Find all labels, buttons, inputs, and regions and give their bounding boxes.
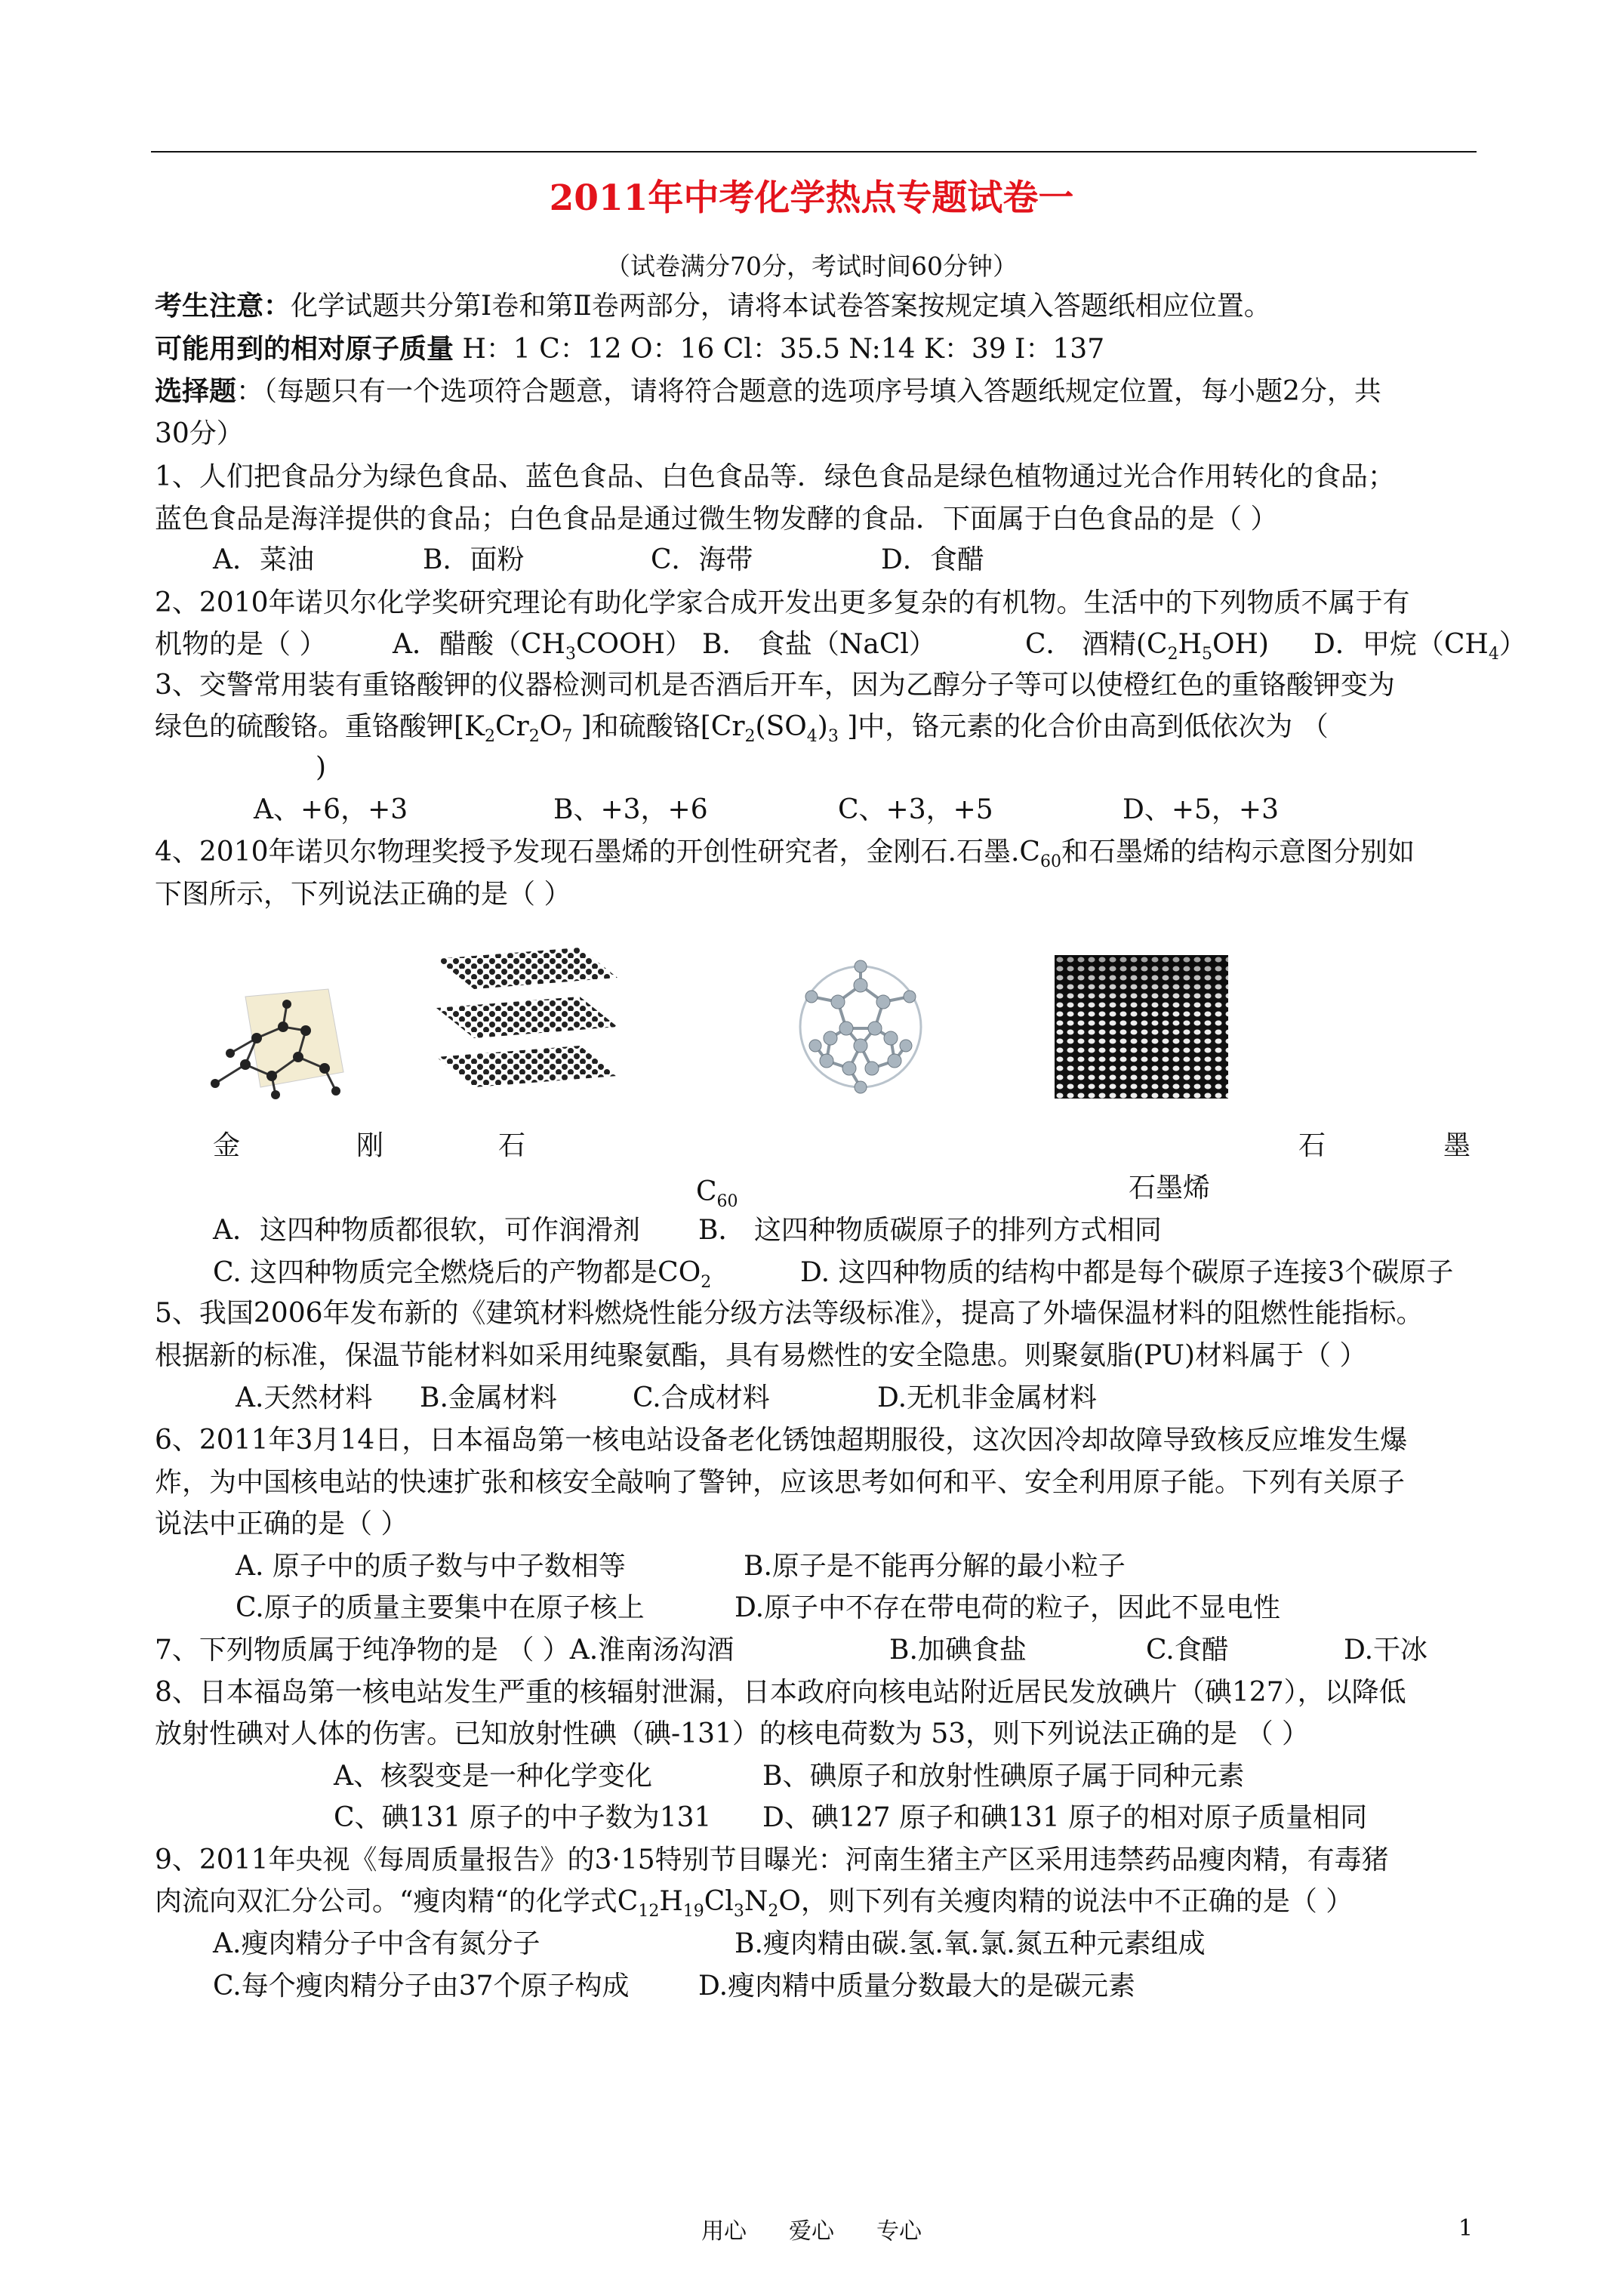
q1-option-b: B．面粉 (423, 544, 525, 575)
q5-option-b: B.金属材料 (420, 1382, 557, 1413)
q6-option-b: B.原子是不能再分解的最小粒子 (744, 1551, 1126, 1582)
caption-jin: 金 (213, 1130, 241, 1161)
q2-stem-line1: 2、2010年诺贝尔化学奖研究理论有助化学家合成开发出更多复杂的有机物。生活中的下列物质不属于有 (155, 587, 1410, 618)
section-text: ：（每题只有一个选项符合题意，请将符合题意的选项序号填入答题纸规定位置，每小题2分，共 (236, 376, 1381, 407)
caption-shi-2: 石 (1298, 1130, 1326, 1161)
caption-gang: 刚 (356, 1130, 384, 1161)
q6-option-c: C.原子的质量主要集中在原子核上 (236, 1592, 645, 1623)
q2-option-d: D．甲烷$(CH_4)$ (1313, 629, 1526, 664)
q9-option-a: A.瘦肉精分子中含有氮分子 (213, 1928, 540, 1959)
q3-option-a: A、+6，+3 (254, 794, 408, 825)
q3-stem-line1: 3、交警常用装有重铬酸钾的仪器检测司机是否酒后开车，因为乙醇分子等可以使橙红色的重铬酸钾变为 (155, 670, 1395, 701)
q4-option-a: A．这四种物质都很软，可作润滑剂 (213, 1215, 640, 1246)
q2-stem-line2: 机物的是（ ） (155, 629, 327, 660)
q8-option-d: D、碘127 原子和碘131 原子的相对原子质量相同 (762, 1802, 1368, 1833)
section-line-2: 30分） (155, 418, 244, 449)
page-subtitle: （试卷满分70分，考试时间60分钟） (605, 251, 1018, 281)
section-label: 选择题 (155, 375, 237, 407)
q7-option-b: B.加碘食盐 (889, 1635, 1027, 1666)
q2-option-a: A．醋酸$(CH_3COOH)$ (393, 629, 692, 664)
section-line (155, 374, 1381, 408)
atomic-mass-label: 可能用到的相对原子质量 (155, 333, 454, 365)
q6-option-d: D.原子中不存在带电荷的粒子，因此不显电性 (735, 1592, 1281, 1623)
q9-option-d: D.瘦肉精中质量分数最大的是碳元素 (698, 1971, 1136, 2002)
q2-option-c: C． 酒精$(C_2H_5OH)$ (1025, 629, 1269, 664)
q1-option-a: A．菜油 (213, 544, 314, 575)
q9-option-b: B.瘦肉精由碳.氢.氧.氯.氮五种元素组成 (735, 1928, 1206, 1959)
q8-option-c: C、碘131 原子的中子数为131 (334, 1802, 712, 1833)
q1-stem-line1: 1、人们把食品分为绿色食品、蓝色食品、白色食品等．绿色食品是绿色植物通过光合作用转化的食品； (155, 461, 1395, 492)
caption-mo: 墨 (1443, 1130, 1471, 1161)
q1-option-d: D．食醋 (881, 544, 984, 575)
q3-option-b: B、+3，+6 (553, 794, 708, 825)
q2-option-b: B． 食盐（NaCl） (702, 629, 936, 660)
footer-word-1: 用心 (701, 2218, 747, 2245)
page-title: 2011年中考化学热点专题试卷一 (549, 177, 1074, 219)
q7-option-d: D.干冰 (1344, 1635, 1428, 1666)
graphite-structure-image (429, 948, 625, 1099)
notice-line (155, 289, 1271, 323)
q5-option-c: C.合成材料 (633, 1382, 770, 1413)
q6-option-a: A. 原子中的质子数与中子数相等 (236, 1551, 626, 1582)
q8-option-b: B、碘原子和放射性碘原子属于同种元素 (762, 1761, 1245, 1792)
q6-stem-line2: 炸，为中国核电站的快速扩张和核安全敲响了警钟，应该思考如何和平、安全利用原子能。下列有关原子 (155, 1467, 1406, 1498)
footer-word-2: 爱心 (789, 2218, 834, 2245)
caption-graphene: 石墨烯 (1129, 1173, 1211, 1203)
atomic-mass-text: H：1 C：12 O：16 Cl：35.5 N:14 K：39 I：137 (454, 334, 1105, 365)
q8-option-a: A、核裂变是一种化学变化 (334, 1761, 652, 1792)
q6-stem-line3: 说法中正确的是（ ） (155, 1509, 408, 1539)
q1-stem-line2: 蓝色食品是海洋提供的食品；白色食品是通过微生物发酵的食品．下面属于白色食品的是（ ） (155, 504, 1278, 535)
q6-stem-line1: 6、2011年3月14日，日本福岛第一核电站设备老化锈蚀超期服役，这次因冷却故障导致核反应堆发生爆 (155, 1425, 1408, 1456)
q5-option-d: D.无机非金属材料 (877, 1382, 1098, 1413)
q8-stem-line2: 放射性碘对人体的伤害。已知放射性碘（碘-131）的核电荷数为 53，则下列说法正确的是 （ ） (155, 1718, 1310, 1749)
q1-option-c: C．海带 (651, 544, 753, 575)
q7-option-c: C.食醋 (1146, 1635, 1229, 1666)
header-rule (151, 151, 1477, 153)
q5-option-a: A.天然材料 (236, 1382, 373, 1413)
footer-word-3: 专心 (876, 2218, 922, 2245)
q4-option-b: B． 这四种物质碳原子的排列方式相同 (698, 1215, 1162, 1246)
q4-stem-line2: 下图所示，下列说法正确的是（ ） (155, 879, 571, 910)
diamond-structure-image (200, 982, 351, 1102)
q5-stem-line2: 根据新的标准，保温节能材料如采用纯聚氨酯，具有易燃性的安全隐患。则聚氨脂(PU)材料属于（ ） (155, 1340, 1367, 1371)
page-footer (0, 2212, 1623, 2245)
q9-stem-line1: 9、2011年央视《每周质量报告》的3·15特别节目曝光：河南生猪主产区采用违禁药品瘦肉精，有毒猪 (155, 1845, 1389, 1875)
page-number: 1 (1458, 2215, 1474, 2242)
q9-stem-line2: 肉流向双汇分公司。“瘦肉精“的化学式$C_{12}H_{19}Cl_3N_2O$，则下列有关瘦肉精的说法中不正确的是（ ） (155, 1886, 1354, 1922)
q7-stem: 7、下列物质属于纯净物的是 （ ）A.淮南汤沟酒 (155, 1635, 735, 1666)
q4-option-c: C. 这四种物质完全燃烧后的产物都是$CO_2$ (213, 1257, 712, 1293)
q3-stem-line2: 绿色的硫酸铬。重铬酸钾[$K_2Cr_2O_7$ ]和硫酸铬[$Cr_2(SO_4)_3$ ]中，铬元素的化合价由高到低依次为 （ (155, 711, 1329, 747)
q5-stem-line1: 5、我国2006年发布新的《建筑材料燃烧性能分级方法等级标准》，提高了外墙保温材料的阻燃性能指标。 (155, 1298, 1424, 1329)
q3-option-c: C、+3，+5 (838, 794, 993, 825)
caption-shi: 石 (498, 1130, 526, 1161)
q3-option-d: D、+5，+3 (1123, 794, 1280, 825)
notice-label: 考生注意： (155, 290, 291, 322)
q3-stem-line3: ) (316, 752, 327, 783)
q9-option-c: C.每个瘦肉精分子由37个原子构成 (213, 1971, 630, 2002)
notice-text: 化学试题共分第Ⅰ卷和第Ⅱ卷两部分，请将本试卷答案按规定填入答题纸相应位置。 (291, 291, 1271, 322)
c60-structure-image (789, 955, 932, 1099)
q4-stem-line1: 4、2010年诺贝尔物理奖授予发现石墨烯的开创性研究者，金刚石.石墨$.C_{60}$和石墨烯的结构示意图分别如 (155, 837, 1415, 872)
caption-c60: $C_{60}$ (696, 1176, 738, 1212)
q8-stem-line1: 8、日本福岛第一核电站发生严重的核辐射泄漏，日本政府向核电站附近居民发放碘片（碘127），以降低 (155, 1677, 1406, 1708)
atomic-mass-line (155, 332, 1104, 366)
graphene-structure-image (1055, 955, 1228, 1099)
q4-option-d: D. 这四种物质的结构中都是每个碳原子连接3个碳原子 (800, 1257, 1454, 1288)
